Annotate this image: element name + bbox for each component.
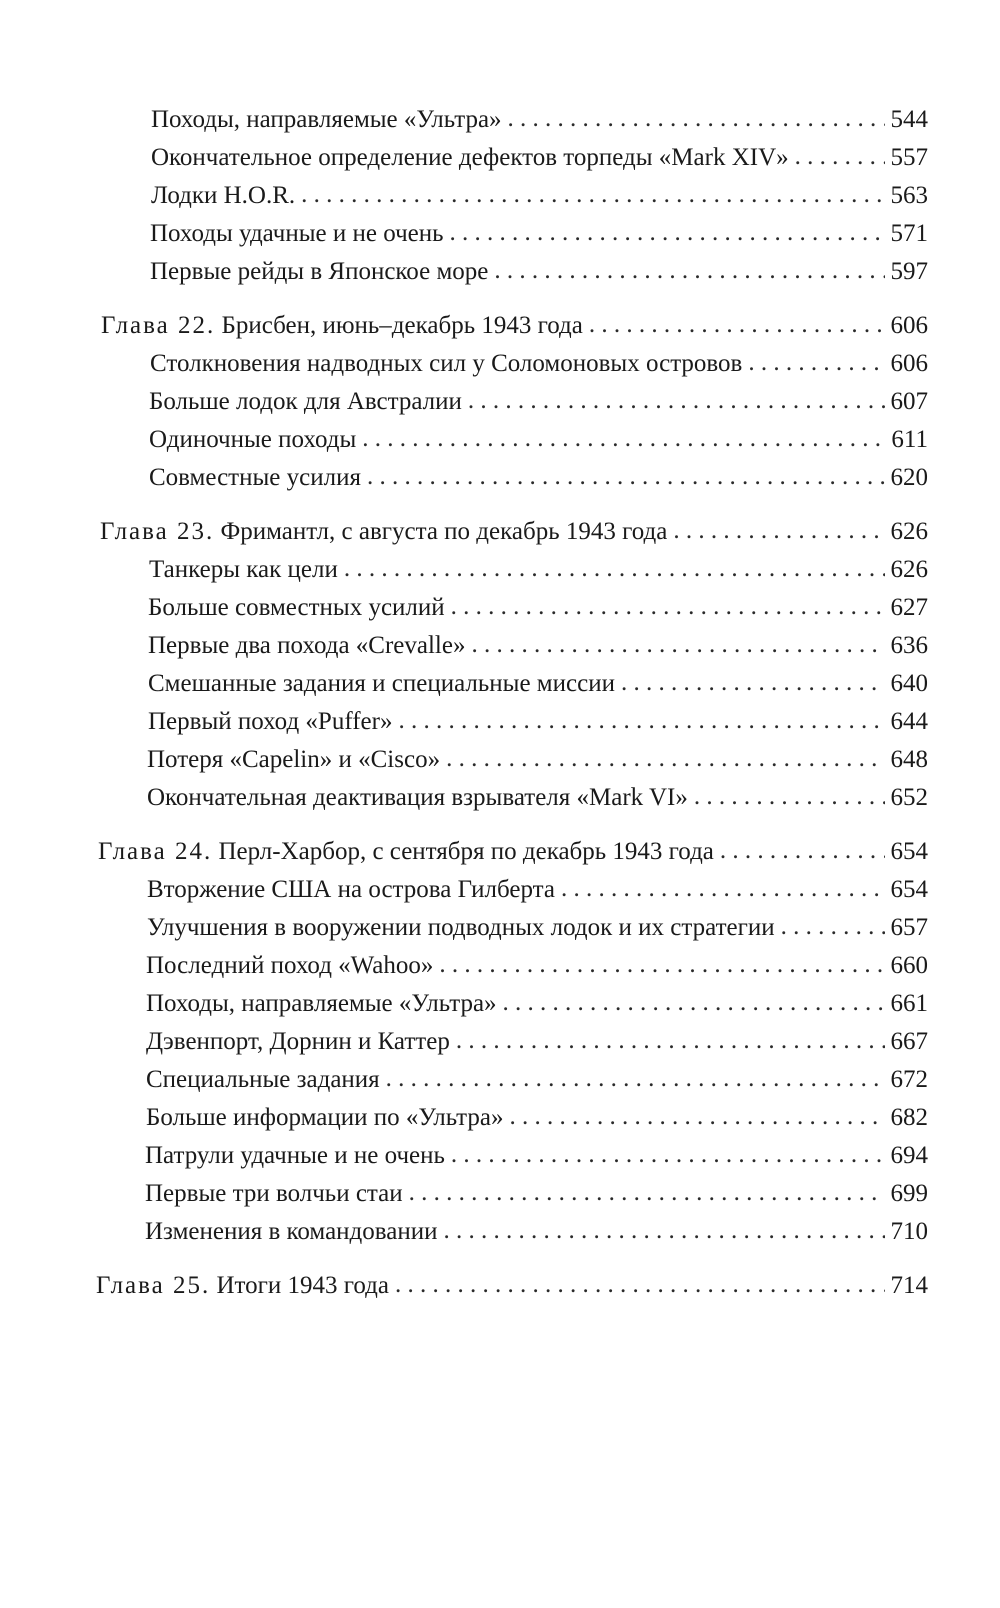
toc-entry[interactable]	[146, 1025, 928, 1059]
page-number: 648	[890, 746, 928, 773]
entry-title: Первые два похода «Crevalle»	[148, 632, 466, 659]
toc-entry[interactable]	[145, 1139, 928, 1173]
chapter-heading[interactable]	[101, 309, 928, 343]
chapter-name: Итоги 1943 года	[210, 1272, 389, 1299]
entry-title: Смешанные задания и специальные миссии	[148, 670, 615, 697]
entry-title: Улучшения в вооружении подводных лодок и их стратегии	[147, 914, 775, 941]
chapter-title	[100, 515, 673, 549]
page-number: 626	[890, 556, 928, 583]
entry-title: Больше информации по «Ультра»	[146, 1104, 504, 1131]
toc-entry[interactable]	[149, 461, 928, 495]
dot-leader	[694, 780, 885, 814]
dot-leader	[720, 834, 885, 868]
toc-entry[interactable]	[149, 553, 928, 587]
dot-leader	[673, 514, 884, 548]
entry-title: Первые три волчьи стаи	[145, 1180, 403, 1207]
toc-entry[interactable]	[151, 141, 928, 175]
page-number: 571	[890, 220, 928, 247]
page-number: 699	[890, 1180, 928, 1207]
toc-entry[interactable]	[146, 949, 928, 983]
chapter-number: Глава 24.	[98, 838, 213, 865]
page-number: 644	[890, 708, 928, 735]
entry-title: Окончательное определение дефектов торпеды «Mark XIV»	[151, 144, 789, 171]
dot-leader	[362, 422, 885, 456]
toc-entry[interactable]	[146, 1063, 928, 1097]
chapter-number: Глава 22.	[101, 312, 216, 339]
toc-entry[interactable]	[150, 347, 928, 381]
page-number: 657	[890, 914, 928, 941]
dot-leader	[367, 460, 885, 494]
page-number: 660	[890, 952, 928, 979]
toc-entry[interactable]	[148, 591, 928, 625]
page-number: 694	[890, 1142, 928, 1169]
entry-title: Вторжение США на острова Гилберта	[147, 876, 555, 903]
toc-entry[interactable]	[147, 911, 928, 945]
chapter-heading[interactable]	[100, 515, 928, 549]
entry-title: Одиночные походы	[149, 426, 357, 453]
entry-title: Последний поход «Wahoo»	[146, 952, 434, 979]
chapter-number: Глава 23.	[100, 518, 215, 545]
chapter-heading[interactable]	[98, 835, 928, 869]
toc-entry[interactable]	[151, 103, 928, 137]
dot-leader	[508, 102, 885, 136]
entry-title: Больше лодок для Австралии	[149, 388, 462, 415]
toc-entry[interactable]	[147, 781, 928, 815]
dot-leader	[450, 216, 885, 250]
toc-entry[interactable]	[146, 987, 928, 1021]
page-number: 654	[890, 876, 928, 903]
dot-leader	[621, 666, 885, 700]
page-number: 672	[890, 1066, 928, 1093]
toc-entry[interactable]	[148, 705, 928, 739]
toc-entry[interactable]	[150, 217, 928, 251]
dot-leader	[468, 384, 885, 418]
dot-leader	[781, 910, 885, 944]
page-number: 557	[890, 144, 928, 171]
dot-leader	[451, 590, 885, 624]
page-number: 652	[890, 784, 928, 811]
page-number: 640	[890, 670, 928, 697]
dot-leader	[395, 1268, 885, 1302]
dot-leader	[409, 1176, 885, 1210]
entry-title: Специальные задания	[146, 1066, 380, 1093]
page-number: 636	[890, 632, 928, 659]
dot-leader	[301, 178, 884, 212]
dot-leader	[471, 628, 884, 662]
dot-leader	[795, 140, 885, 174]
page-number: 626	[890, 518, 928, 545]
toc-entry[interactable]	[148, 667, 928, 701]
page-number: 714	[890, 1272, 928, 1299]
page-number: 597	[890, 258, 928, 285]
dot-leader	[748, 346, 884, 380]
page-number: 563	[890, 182, 928, 209]
page-number: 682	[890, 1104, 928, 1131]
page-number: 607	[890, 388, 928, 415]
page-number: 627	[890, 594, 928, 621]
entry-title: Походы, направляемые «Ультра»	[151, 106, 502, 133]
entry-title: Походы удачные и не очень	[150, 220, 444, 247]
entry-title: Походы, направляемые «Ультра»	[146, 990, 497, 1017]
page-number: 667	[890, 1028, 928, 1055]
toc-entry[interactable]	[148, 629, 928, 663]
entry-title: Потеря «Capelin» и «Cisco»	[147, 746, 441, 773]
entry-title: Первый поход «Puffer»	[148, 708, 393, 735]
entry-title: Совместные усилия	[149, 464, 361, 491]
chapter-title	[98, 835, 720, 869]
chapter-name: Фримантл, с августа по декабрь 1943 года	[214, 518, 668, 545]
dot-leader	[439, 948, 884, 982]
dot-leader	[451, 1138, 885, 1172]
chapter-number: Глава 25.	[96, 1272, 211, 1299]
dot-leader	[398, 704, 884, 738]
chapter-title	[101, 309, 589, 343]
dot-leader	[494, 254, 884, 288]
chapter-heading[interactable]	[96, 1269, 928, 1303]
entry-title: Танкеры как цели	[149, 556, 338, 583]
toc-entry[interactable]	[149, 385, 928, 419]
chapter-name: Перл-Харбор, с сентября по декабрь 1943 года	[212, 838, 714, 865]
toc-entry[interactable]	[147, 873, 928, 907]
entry-title: Изменения в командовании	[145, 1218, 438, 1245]
dot-leader	[344, 552, 885, 586]
dot-leader	[456, 1024, 885, 1058]
chapter-name: Брисбен, июнь–декабрь 1943 года	[215, 312, 583, 339]
page-number: 620	[890, 464, 928, 491]
toc-entry[interactable]	[149, 423, 928, 457]
entry-title: Столкновения надводных сил у Соломоновых островов	[150, 350, 743, 377]
dot-leader	[589, 308, 885, 342]
dot-leader	[443, 1214, 884, 1248]
page-number: 654	[890, 838, 928, 865]
dot-leader	[509, 1100, 884, 1134]
page-number: 611	[891, 426, 928, 453]
toc-entry[interactable]	[146, 1101, 928, 1135]
toc-entry[interactable]	[145, 1177, 928, 1211]
entry-title: Дэвенпорт, Дорнин и Каттер	[146, 1028, 450, 1055]
toc-entry[interactable]	[151, 179, 928, 213]
page-number: 606	[890, 350, 928, 377]
toc-entry[interactable]	[145, 1215, 928, 1249]
page-number: 661	[890, 990, 928, 1017]
entry-title: Больше совместных усилий	[148, 594, 445, 621]
dot-leader	[503, 986, 885, 1020]
entry-title: Окончательная деактивация взрывателя «Mark VI»	[147, 784, 688, 811]
page-number: 606	[890, 312, 928, 339]
page-number: 710	[890, 1218, 928, 1245]
dot-leader	[386, 1062, 885, 1096]
toc-entry[interactable]	[147, 743, 928, 777]
dot-leader	[446, 742, 884, 776]
dot-leader	[561, 872, 885, 906]
entry-title: Лодки H.O.R.	[151, 182, 296, 209]
page-number: 544	[890, 106, 928, 133]
entry-title: Первые рейды в Японское море	[150, 258, 489, 285]
entry-title: Патрули удачные и не очень	[145, 1142, 445, 1169]
chapter-title	[96, 1269, 395, 1303]
toc-entry[interactable]	[150, 255, 928, 289]
